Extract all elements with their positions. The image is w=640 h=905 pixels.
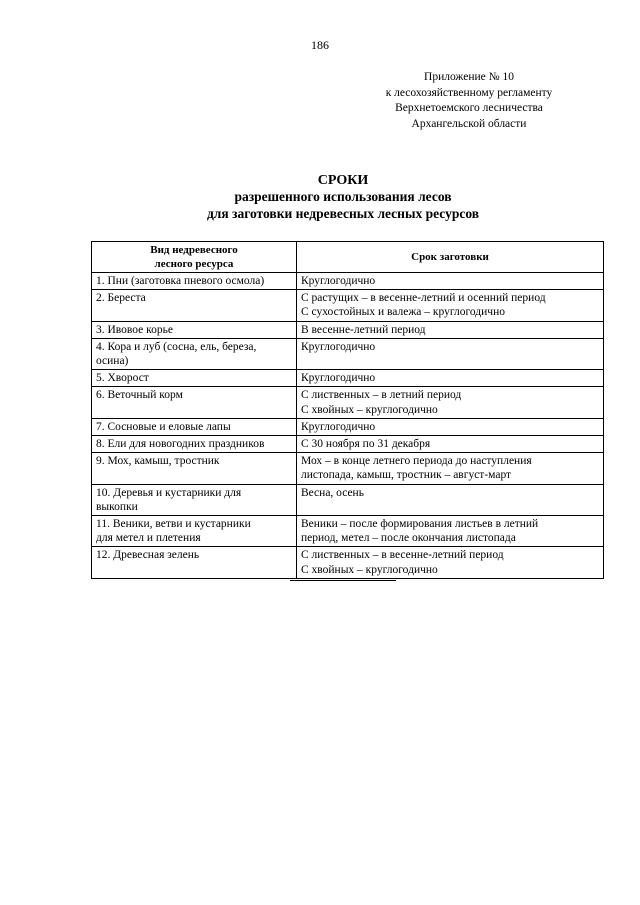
cell-line: 1. Пни (заготовка пневого осмола)	[96, 275, 265, 287]
cell-line: период, метел – после окончания листопада	[301, 532, 516, 545]
cell-line: для метел и плетения	[96, 532, 201, 545]
cell-line: 11. Веники, ветви и кустарники	[96, 518, 251, 531]
table-row	[92, 516, 604, 547]
page-number: 186	[311, 38, 329, 52]
title-main: СРОКИ	[317, 173, 369, 188]
resource-cell	[92, 484, 297, 515]
period-cell	[297, 436, 604, 453]
harvest-schedule-table	[91, 241, 604, 579]
table-header-row	[92, 242, 604, 273]
cell-line: Мох – в конце летнего периода до наступления	[301, 455, 532, 468]
table-row	[92, 273, 604, 290]
column-header-period: Срок заготовки	[297, 242, 604, 273]
cell-line: С лиственных – в летний период	[301, 389, 462, 402]
period-cell	[297, 484, 604, 515]
cell-line: Весна, осень	[301, 486, 364, 499]
appendix-header	[360, 70, 578, 132]
period-cell	[297, 321, 604, 338]
cell-line: 2. Береста	[96, 292, 146, 305]
cell-line: 4. Кора и луб (сосна, ель, береза,	[96, 340, 257, 353]
table-row	[92, 436, 604, 453]
period-cell	[297, 387, 604, 418]
document-title	[0, 172, 640, 222]
header-line: лесного ресурса	[154, 257, 234, 270]
resource-cell	[92, 273, 297, 290]
table-row	[92, 418, 604, 435]
resource-cell	[92, 453, 297, 484]
title-subtitle: разрешенного использования лесов	[234, 189, 452, 204]
cell-line: С хвойных – круглогодично	[301, 563, 438, 576]
table-row	[92, 387, 604, 418]
resource-cell	[92, 418, 297, 435]
appendix-line: к лесохозяйственному регламенту	[385, 86, 553, 99]
appendix-line: Архангельской области	[411, 117, 527, 130]
cell-line: 10. Деревья и кустарники для	[96, 486, 242, 499]
cell-line: С растущих – в весенне-летний и осенний период	[301, 292, 546, 305]
table-row	[92, 290, 604, 321]
table-row	[92, 338, 604, 369]
cell-line: Веники – после формирования листьев в летний	[301, 518, 539, 531]
resource-cell	[92, 321, 297, 338]
title-subtitle: для заготовки недревесных лесных ресурсов	[206, 205, 480, 221]
cell-line: 3. Ивовое корье	[96, 323, 173, 336]
resource-cell	[92, 516, 297, 547]
resource-cell	[92, 547, 297, 578]
cell-line: осина)	[96, 355, 129, 368]
resource-cell	[92, 387, 297, 418]
cell-line: Круглогодично	[301, 420, 376, 433]
table-row	[92, 321, 604, 338]
period-cell	[297, 338, 604, 369]
cell-line: С хвойных – круглогодично	[301, 403, 438, 416]
cell-line: 5. Хворост	[96, 372, 149, 385]
cell-line: С сухостойных и валежа – круглогодично	[301, 306, 505, 319]
resource-cell	[92, 338, 297, 369]
cell-line: 9. Мох, камыш, тростник	[96, 455, 220, 468]
cell-line: выкопки	[96, 500, 138, 513]
period-cell	[297, 516, 604, 547]
period-cell	[297, 370, 604, 387]
table-row	[92, 453, 604, 484]
cell-line: 8. Ели для новогодних праздников	[96, 438, 265, 451]
period-cell	[297, 547, 604, 578]
table-row	[92, 484, 604, 515]
appendix-line: Приложение № 10	[424, 71, 514, 83]
cell-line: 12. Древесная зелень	[96, 549, 200, 562]
resource-cell	[92, 436, 297, 453]
resource-cell	[92, 290, 297, 321]
period-cell	[297, 273, 604, 290]
table-body	[92, 273, 604, 579]
cell-line: Круглогодично	[301, 372, 376, 385]
header-line: Вид недревесного	[150, 244, 238, 256]
cell-line: С лиственных – в весенне-летний период	[301, 549, 504, 562]
resource-cell	[92, 370, 297, 387]
column-header-resource	[92, 242, 297, 273]
table-row	[92, 370, 604, 387]
cell-line: Круглогодично	[301, 275, 376, 287]
cell-line: 7. Сосновые и еловые лапы	[96, 420, 231, 433]
cell-line: листопада, камыш, тростник – август-март	[301, 469, 512, 482]
table-row	[92, 547, 604, 578]
cell-line: В весенне-летний период	[301, 323, 426, 336]
appendix-line: Верхнетоемского лесничества	[395, 102, 543, 114]
period-cell	[297, 418, 604, 435]
closing-rule	[290, 580, 396, 581]
cell-line: С 30 ноября по 31 декабря	[301, 438, 431, 451]
period-cell	[297, 290, 604, 321]
period-cell	[297, 453, 604, 484]
cell-line: Круглогодично	[301, 340, 376, 353]
cell-line: 6. Веточный корм	[96, 389, 183, 402]
